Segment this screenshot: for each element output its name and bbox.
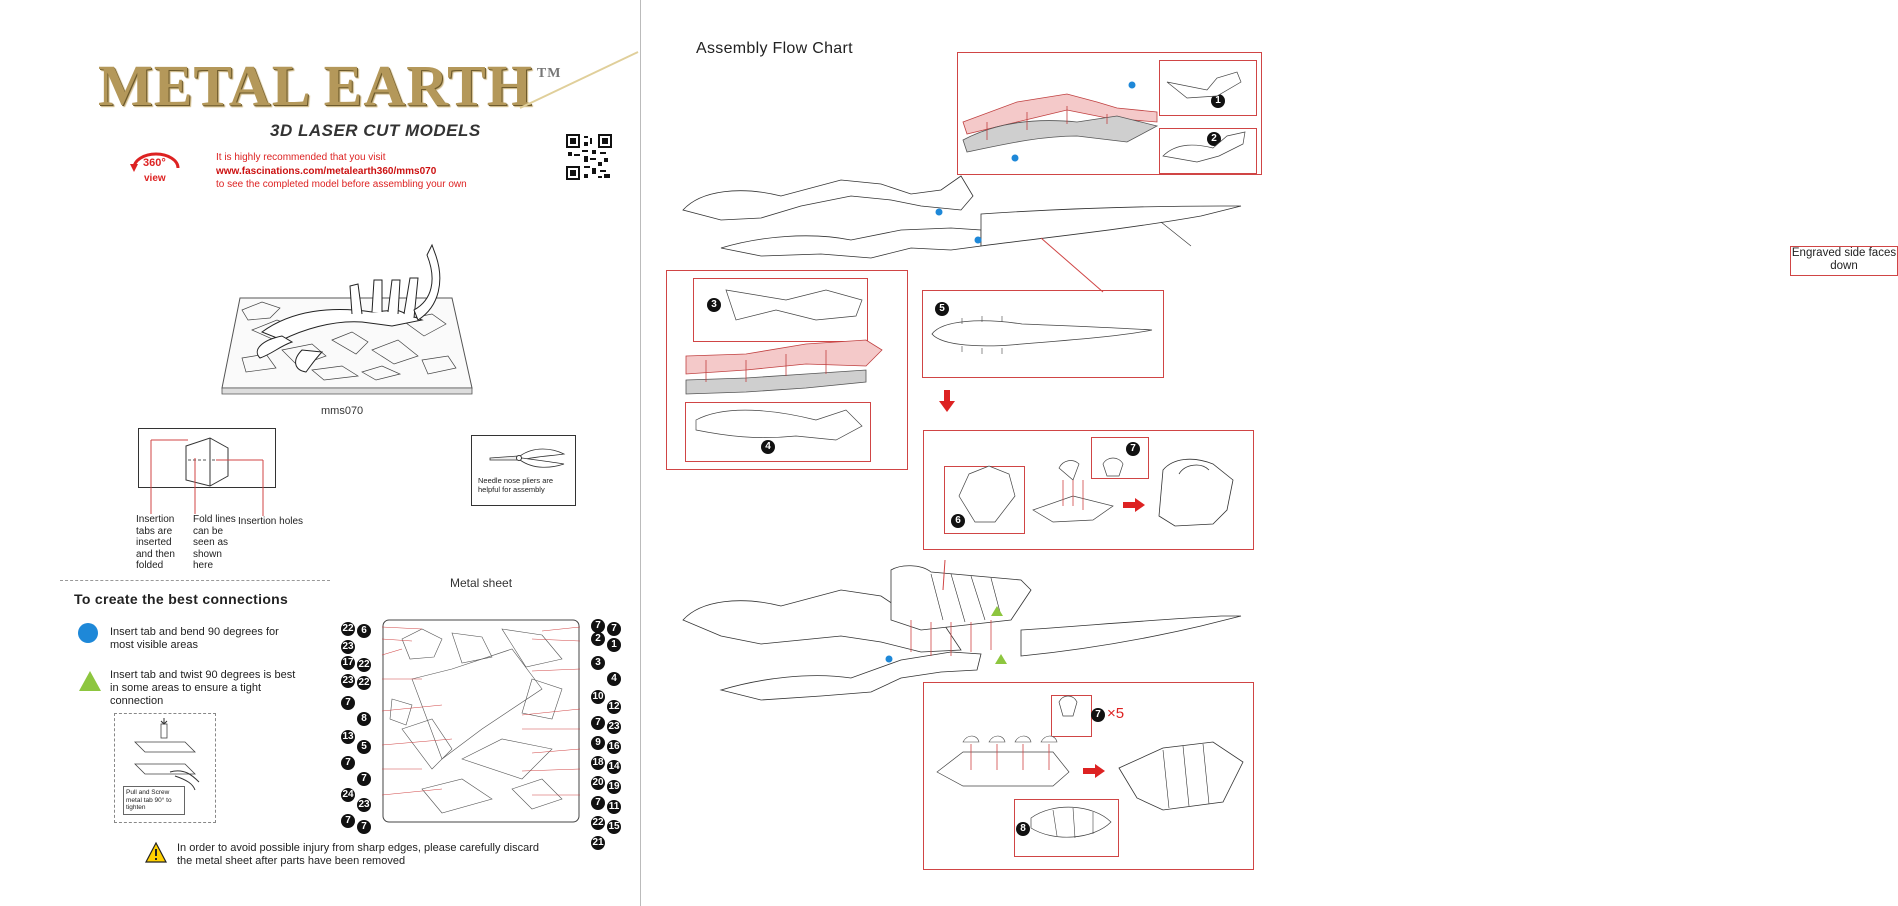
fold-lines-label: Fold lines can be seen as shown here bbox=[193, 514, 236, 571]
view-360-line3: to see the completed model before assembling your own bbox=[216, 179, 467, 190]
body-plates-drawing bbox=[923, 682, 1252, 868]
pull-screw-box bbox=[114, 713, 216, 823]
part-number: 2 bbox=[591, 632, 605, 646]
connections-title: To create the best connections bbox=[74, 591, 289, 607]
part-number: 19 bbox=[608, 781, 620, 792]
down-arrow-icon bbox=[939, 390, 955, 412]
part-number: 1 bbox=[607, 638, 621, 652]
part-number: 7 bbox=[591, 619, 605, 633]
part-number: 13 bbox=[342, 731, 354, 742]
step-7x5-badge: 7 bbox=[1091, 708, 1105, 722]
part-number: 12 bbox=[608, 701, 620, 712]
engraved-note: Engraved side faces down bbox=[1790, 246, 1898, 276]
blue-dot-icon bbox=[78, 623, 98, 643]
part-number: 23 bbox=[342, 641, 354, 652]
insertion-holes-label: Insertion holes bbox=[238, 516, 304, 527]
pull-screw-diagram bbox=[115, 714, 215, 784]
pliers-box bbox=[471, 435, 576, 506]
part-number: 7 bbox=[591, 716, 605, 730]
part-number: 11 bbox=[608, 801, 620, 812]
metal-sheet-title: Metal sheet bbox=[450, 576, 513, 590]
part-number: 14 bbox=[608, 761, 620, 772]
needle-nose-pliers-icon bbox=[472, 436, 575, 476]
part-number: 10 bbox=[592, 691, 604, 702]
claw-bottom-assembly-drawing bbox=[666, 270, 906, 468]
part-number: 20 bbox=[592, 777, 604, 788]
part-number: 22 bbox=[592, 817, 604, 828]
step-8-badge: 8 bbox=[1016, 822, 1030, 836]
warning-text: In order to avoid possible injury from sharp edges, please carefully discard the metal sheet after parts have been removed bbox=[177, 842, 539, 867]
sheet-right-numbers bbox=[591, 619, 621, 852]
step-1-badge: 1 bbox=[1211, 94, 1225, 108]
part-number: 22 bbox=[358, 677, 370, 688]
part-number: 3 bbox=[591, 656, 605, 670]
sheet-left-numbers bbox=[341, 622, 370, 836]
metal-earth-logo bbox=[98, 52, 561, 119]
trademark: TM bbox=[536, 66, 562, 81]
flow-chart-title: Assembly Flow Chart bbox=[696, 40, 853, 57]
part-number: 22 bbox=[358, 659, 370, 670]
insertion-tabs-label: Insertion tabs are inserted and then folded bbox=[136, 514, 175, 571]
logo-tagline: 3D LASER CUT MODELS bbox=[270, 121, 481, 140]
metal-sheet-diagram bbox=[382, 619, 580, 823]
view-360-label: 360° bbox=[143, 157, 166, 169]
part-number: 16 bbox=[608, 741, 620, 752]
instruction-page-left bbox=[0, 0, 641, 906]
tail-plate-drawing bbox=[922, 290, 1162, 376]
part-number: 7 bbox=[341, 756, 355, 770]
pull-screw-note: Pull and Screw metal tab 90° to tighten bbox=[123, 786, 185, 815]
times-five-label: ×5 bbox=[1107, 705, 1125, 722]
logo-text: METAL EARTH bbox=[98, 53, 533, 118]
model-code: mms070 bbox=[321, 405, 364, 417]
green-triangle-icon bbox=[78, 670, 102, 692]
part-number: 23 bbox=[342, 675, 354, 686]
part-number: 15 bbox=[608, 821, 620, 832]
green-triangle-legend: Insert tab and twist 90 degrees is best in some areas to ensure a tight connection bbox=[110, 669, 296, 707]
view-360-url[interactable]: www.fascinations.com/metalearth360/mms070 bbox=[216, 165, 437, 177]
main-claw-assembly-drawing bbox=[681, 170, 1261, 270]
part-number: 24 bbox=[342, 789, 354, 800]
part-number: 7 bbox=[607, 622, 621, 636]
pliers-note: Needle nose pliers are helpful for assembly bbox=[478, 476, 554, 494]
part-number: 7 bbox=[357, 772, 371, 786]
step-6-badge: 6 bbox=[951, 514, 965, 528]
warning-icon bbox=[145, 842, 167, 864]
claw-top-assembly-drawing bbox=[957, 52, 1260, 173]
view-360-line1: It is highly recommended that you visit bbox=[216, 152, 386, 163]
part-number: 7 bbox=[341, 814, 355, 828]
part-fold-diagram bbox=[138, 428, 278, 518]
head-assembly-drawing bbox=[923, 430, 1252, 548]
part-number: 21 bbox=[592, 837, 604, 848]
step-2-badge: 2 bbox=[1207, 132, 1221, 146]
assembled-model-illustration bbox=[222, 240, 472, 400]
part-number: 9 bbox=[591, 736, 605, 750]
part-number: 6 bbox=[357, 624, 371, 638]
part-number: 7 bbox=[357, 820, 371, 834]
part-number: 8 bbox=[357, 712, 371, 726]
part-number: 23 bbox=[608, 721, 620, 732]
instruction-page-right bbox=[641, 0, 1897, 906]
view-360-note bbox=[216, 151, 467, 192]
step-5-badge: 5 bbox=[935, 302, 949, 316]
part-number: 4 bbox=[607, 672, 621, 686]
blue-dot-legend: Insert tab and bend 90 degrees for most visible areas bbox=[110, 626, 279, 651]
step-7-badge: 7 bbox=[1126, 442, 1140, 456]
part-number: 22 bbox=[342, 623, 354, 634]
part-number: 17 bbox=[342, 657, 354, 668]
step-4-badge: 4 bbox=[761, 440, 775, 454]
qr-code bbox=[566, 134, 612, 180]
step-3-badge: 3 bbox=[707, 298, 721, 312]
part-number: 5 bbox=[357, 740, 371, 754]
part-number: 7 bbox=[591, 796, 605, 810]
part-number: 18 bbox=[592, 757, 604, 768]
view-360-sublabel: view bbox=[144, 173, 166, 184]
part-number: 23 bbox=[358, 799, 370, 810]
part-number: 7 bbox=[341, 696, 355, 710]
section-divider bbox=[60, 580, 330, 581]
view-360-icon bbox=[128, 148, 184, 186]
logo-gold-swoosh bbox=[520, 50, 640, 110]
